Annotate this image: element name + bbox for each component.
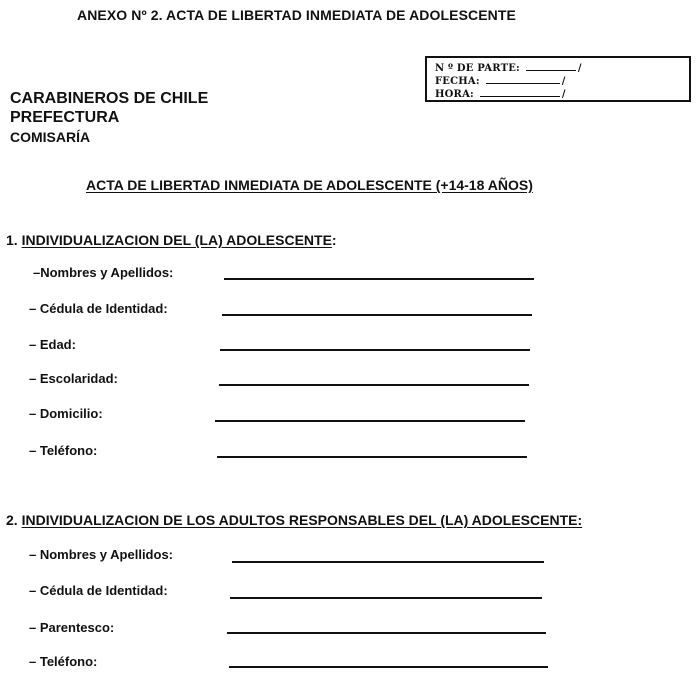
- field-label-telefono: – Teléfono:: [29, 443, 98, 458]
- field-label-cedula: – Cédula de Identidad:: [29, 301, 168, 316]
- section-2-number: 2.: [6, 512, 18, 528]
- field-label-domicilio: – Domicilio:: [29, 406, 103, 421]
- field-label-adulto-telefono: – Teléfono:: [29, 654, 98, 669]
- hora-label: HORA:: [435, 89, 474, 100]
- hora-slash: /: [561, 89, 566, 100]
- section-1-number: 1.: [6, 232, 18, 248]
- field-label-adulto-nombres: – Nombres y Apellidos:: [29, 547, 173, 562]
- field-line-adulto-cedula[interactable]: [230, 597, 542, 599]
- field-line-escolaridad[interactable]: [219, 384, 529, 386]
- annex-title: ANEXO Nº 2. ACTA DE LIBERTAD INMEDIATA DE ADOLESCENTE: [77, 7, 516, 23]
- parte-field[interactable]: [526, 62, 576, 71]
- fecha-row: [435, 75, 566, 87]
- parte-label: N º DE PARTE:: [435, 63, 520, 74]
- field-line-cedula[interactable]: [222, 314, 532, 316]
- reference-box: [425, 56, 691, 102]
- field-label-nombres: –Nombres y Apellidos:: [33, 265, 174, 280]
- field-line-domicilio[interactable]: [215, 420, 525, 422]
- section-1-colon: :: [331, 232, 337, 248]
- document-title: ACTA DE LIBERTAD INMEDIATA DE ADOLESCENTE (+14-18 AÑOS): [86, 177, 533, 193]
- fecha-slash: /: [561, 76, 566, 87]
- field-label-escolaridad: – Escolaridad:: [29, 371, 118, 386]
- field-label-edad: – Edad:: [29, 337, 76, 352]
- hora-row: [435, 88, 566, 100]
- field-line-adulto-telefono[interactable]: [229, 666, 548, 668]
- organization-name: CARABINEROS DE CHILE: [10, 90, 209, 107]
- parte-row: [435, 62, 582, 74]
- organization-prefecture: PREFECTURA: [10, 109, 120, 126]
- field-line-parentesco[interactable]: [227, 632, 546, 634]
- section-1-heading: INDIVIDUALIZACION DEL (LA) ADOLESCENTE: [21, 232, 332, 248]
- fecha-field[interactable]: [486, 75, 560, 84]
- field-line-nombres[interactable]: [224, 278, 534, 280]
- hora-field[interactable]: [480, 88, 560, 97]
- parte-slash: /: [577, 63, 582, 74]
- field-label-adulto-cedula: – Cédula de Identidad:: [29, 583, 168, 598]
- section-2-title: [6, 512, 582, 528]
- field-label-parentesco: – Parentesco:: [29, 620, 115, 635]
- section-1-title: [6, 232, 337, 248]
- field-line-adulto-nombres[interactable]: [232, 561, 544, 563]
- organization-comisaria: COMISARÍA: [10, 129, 91, 145]
- field-line-telefono[interactable]: [217, 456, 527, 458]
- fecha-label: FECHA:: [435, 76, 480, 87]
- field-line-edad[interactable]: [220, 349, 530, 351]
- section-2-heading: INDIVIDUALIZACION DE LOS ADULTOS RESPONSABLES DEL (LA) ADOLESCENTE:: [21, 512, 583, 528]
